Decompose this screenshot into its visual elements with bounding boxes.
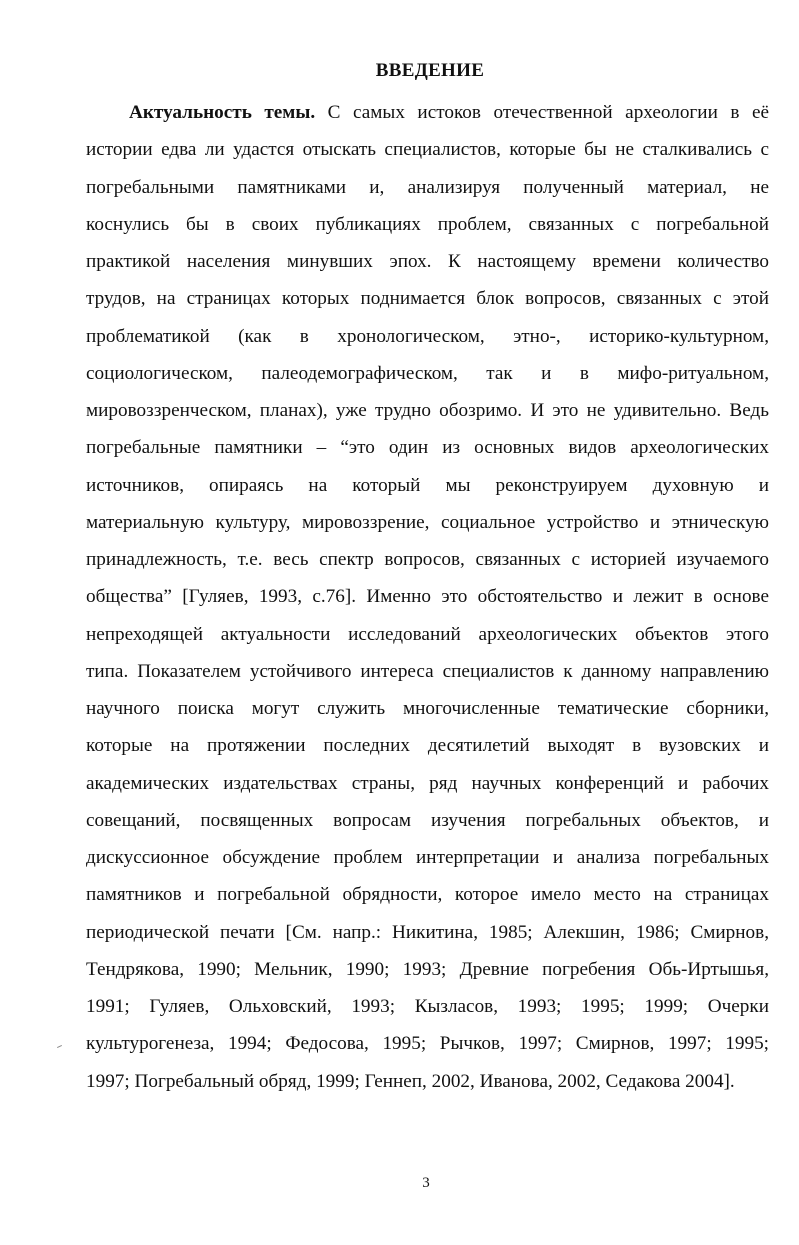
- paragraph-line: принадлежность, т.е. весь спектр вопросов, связанных с историей изучаемого: [86, 549, 769, 570]
- paragraph-line: истории едва ли удастся отыскать специалистов, которые бы не сталкивались с: [86, 139, 769, 161]
- paragraph-line: погребальные памятники – “это один из основных видов археологических: [86, 437, 769, 459]
- paragraph-line: общества” [Гуляев, 1993, с.76]. Именно это обстоятельство и лежит в основе: [86, 586, 769, 608]
- paragraph-line: проблематикой (как в хронологическом, этно-, историко-культурном,: [86, 325, 769, 347]
- introduction-paragraph: [86, 94, 769, 1100]
- paragraph-line: материальную культуру, мировоззрение, социальное устройство и этническую: [86, 511, 769, 533]
- paragraph-line: совещаний, посвященных вопросам изучения погребальных объектов, и: [86, 809, 769, 831]
- paragraph-line: академических издательствах страны, ряд научных конференций и рабочих: [86, 772, 769, 794]
- paragraph-line: социологическом, палеодемографическом, так и в мифо-ритуальном,: [86, 362, 769, 384]
- paragraph-line: трудов, на страницах которых поднимается блок вопросов, связанных с этой: [86, 288, 769, 310]
- paragraph-line: погребальными памятниками и, анализируя полученный материал, не: [86, 176, 769, 198]
- paragraph-line: 1997; Погребальный обряд, 1999; Геннеп, 2002, Иванова, 2002, Седакова 2004].: [86, 1070, 735, 1092]
- paragraph-line: 1991; Гуляев, Ольховский, 1993; Кызласов, 1993; 1995; 1999; Очерки: [86, 996, 769, 1017]
- paragraph-line: мировоззренческом, планах), уже трудно обозримо. И это не удивительно. Ведь: [86, 400, 769, 421]
- paragraph-line: источников, опираясь на который мы реконструируем духовную и: [86, 474, 769, 496]
- paragraph-line: культурогенеза, 1994; Федосова, 1995; Рычков, 1997; Смирнов, 1997; 1995;: [86, 1033, 769, 1055]
- paragraph-line: типа. Показателем устойчивого интереса специалистов к данному направлению: [86, 660, 769, 682]
- page-number: 3: [422, 1175, 430, 1191]
- paragraph-lead: Актуальность темы.: [129, 102, 316, 123]
- paragraph-line: научного поиска могут служить многочисленные тематические сборники,: [86, 698, 769, 719]
- page-title: ВВЕДЕНИЕ: [375, 60, 485, 81]
- paragraph-line: непреходящей актуальности исследований археологических объектов этого: [86, 623, 769, 645]
- scan-artifact: [57, 1045, 62, 1048]
- paragraph-line: коснулись бы в своих публикациях проблем, связанных с погребальной: [86, 213, 769, 235]
- paragraph-line: памятников и погребальной обрядности, которое имело место на страницах: [86, 884, 769, 906]
- paragraph-line: Тендрякова, 1990; Мельник, 1990; 1993; Древние погребения Обь-Иртышья,: [86, 958, 769, 980]
- paragraph-line: периодической печати [См. напр.: Никитина, 1985; Алекшин, 1986; Смирнов,: [86, 921, 769, 943]
- paragraph-line: [86, 94, 769, 131]
- paragraph-line: практикой населения минувших эпох. К настоящему времени количество: [86, 251, 769, 272]
- paragraph-line: которые на протяжении последних десятилетий выходят в вузовских и: [86, 735, 769, 757]
- paragraph-line: дискуссионное обсуждение проблем интерпретации и анализа погребальных: [86, 847, 769, 868]
- paragraph-line-text: С самых истоков отечественной археологии в её: [315, 102, 769, 123]
